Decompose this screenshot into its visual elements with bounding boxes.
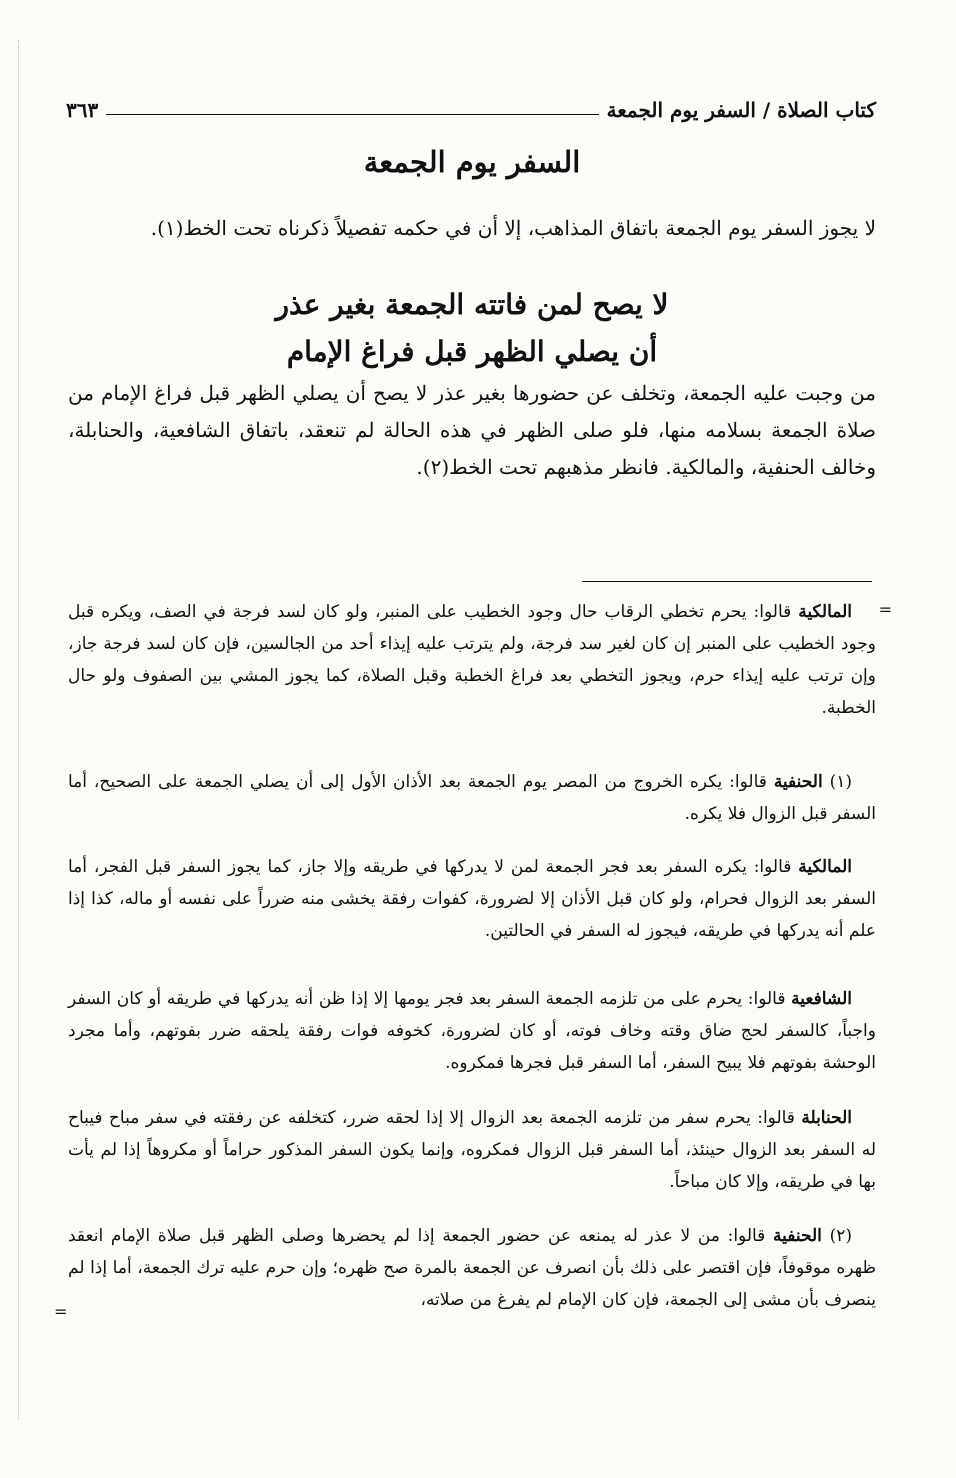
footnote-school: الشافعية [791, 989, 852, 1009]
page-edge [18, 40, 29, 1420]
footnote-school: الحنابلة [801, 1108, 852, 1128]
footnote-text: قالوا: يحرم سفر من تلزمه الجمعة بعد الزوال إلا إذا لحقه ضرر، كتخلفه عن رفقته في سفر مباح فيباح له السفر بعد الزوال حينئذ، أما السفر قبل الزوال فمكروه، وإنما يكون السفر المذكور حراماً أو مكروهاً إذا لم يأت بها في طريقه، وإلا كان مباحاً. [68, 1108, 876, 1192]
continuation-mark: = [878, 600, 892, 619]
footnote-text: قالوا: من لا عذر له يمنعه عن حضور الجمعة إذا لم يحضرها وصلى الظهر قبل صلاة الإمام انعقد ظهره موقوفاً، فإن اقتصر على ذلك بأن انصرف عن الجمعة بالمرة صح ظهره؛ وإن حرم عليه ترك الجمعة، أما إذا لم ينصرف بأن مشى إلى الجمعة، فإن كان الإمام لم يفرغ من صلاته، [68, 1226, 876, 1310]
footnote-1 [68, 766, 876, 830]
footnote-school: الحنفية [773, 1226, 822, 1246]
footnote-1-shafii [68, 983, 876, 1079]
section-title: السفر يوم الجمعة [363, 145, 581, 179]
footnote-number: (١) [822, 772, 852, 792]
footnote-2 [68, 1220, 876, 1316]
footnote-text: قالوا: يكره الخروج من المصر يوم الجمعة بعد الأذان الأول إلى أن يصلي الجمعة على الصحيح، أما السفر قبل الزوال فلا يكره. [68, 772, 876, 824]
footnote-continued [68, 596, 876, 724]
footnote-school: الحنفية [773, 772, 823, 792]
main-text [68, 142, 876, 486]
footnote-text: قالوا: يحرم تخطي الرقاب حال وجود الخطيب على المنبر، ولو كان لسد فرجة في الصف، ويكره قبل وجود الخطيب على المنبر إن كان لغير سد فرجة، ولم يترتب عليه إيذاء أحد من الجالسين، فإن كان لسد فرجة جاز، وإن ترتب عليه إيذاء حرم، ويجوز التخطي بعد فراغ الخطبة وقبل الصلاة، كما يجوز المشي بين الصفوف ولو حال الخطبة. [68, 602, 876, 718]
footnote-text: قالوا: يحرم على من تلزمه الجمعة السفر بعد فجر يومها إلا إذا ظن أنه يدركها في طريقه أو كان السفر واجباً، كالسفر لحج ضاق وقته وخاف فوته، أو كان لضرورة، كخوفه فوات رفقة يلحقه ضرر بفوتهم، وأما مجرد الوحشة بفوتهم فلا يبيح السفر، أما السفر قبل فجرها فمكروه. [68, 989, 876, 1073]
section2-title-line2: أن يصلي الظهر قبل فراغ الإمام [286, 335, 658, 368]
footnote-number: (٢) [821, 1226, 852, 1246]
footnote-1-maliki [68, 851, 876, 947]
footnote-school: المالكية [798, 602, 852, 622]
page-number: ٣٦٣ [66, 98, 99, 122]
running-header [66, 92, 876, 122]
section2-title-line1: لا يصح لمن فاتته الجمعة بغير عذر [275, 288, 669, 321]
section2-paragraph: من وجبت عليه الجمعة، وتخلف عن حضورها بغير عذر لا يصح أن يصلي الظهر قبل فراغ الإمام من صلاة الجمعة بسلامه منها، فلو صلى الظهر في هذه الحالة لم تنعقد، باتفاق الشافعية، والحنابلة، وخالف الحنفية، والمالكية. فانظر مذهبهم تحت الخط(٢). [68, 381, 876, 479]
footnote-text: قالوا: يكره السفر بعد فجر الجمعة لمن لا يدركها في طريقه وإلا جاز، كما يجوز السفر قبل الفجر، أما السفر بعد الزوال فحرام، ولو كان قبل الأذان إلا لضرورة، كفوات رفقة يخشى منه ضرراً على نفسه أو ماله، كذا إذا علم أنه يدركها في طريقه، فيجوز له السفر في الحالتين. [68, 857, 876, 941]
footnote-school: المالكية [798, 857, 852, 877]
footnote-1-hanbali [68, 1102, 876, 1198]
footnote-separator [582, 581, 872, 582]
section-paragraph: لا يجوز السفر يوم الجمعة باتفاق المذاهب، إلا أن في حكمه تفصيلاً ذكرناه تحت الخط(١). [150, 216, 876, 240]
running-title: كتاب الصلاة / السفر يوم الجمعة [606, 98, 876, 122]
continuation-end-mark: = [54, 1302, 68, 1321]
header-rule [106, 114, 598, 115]
